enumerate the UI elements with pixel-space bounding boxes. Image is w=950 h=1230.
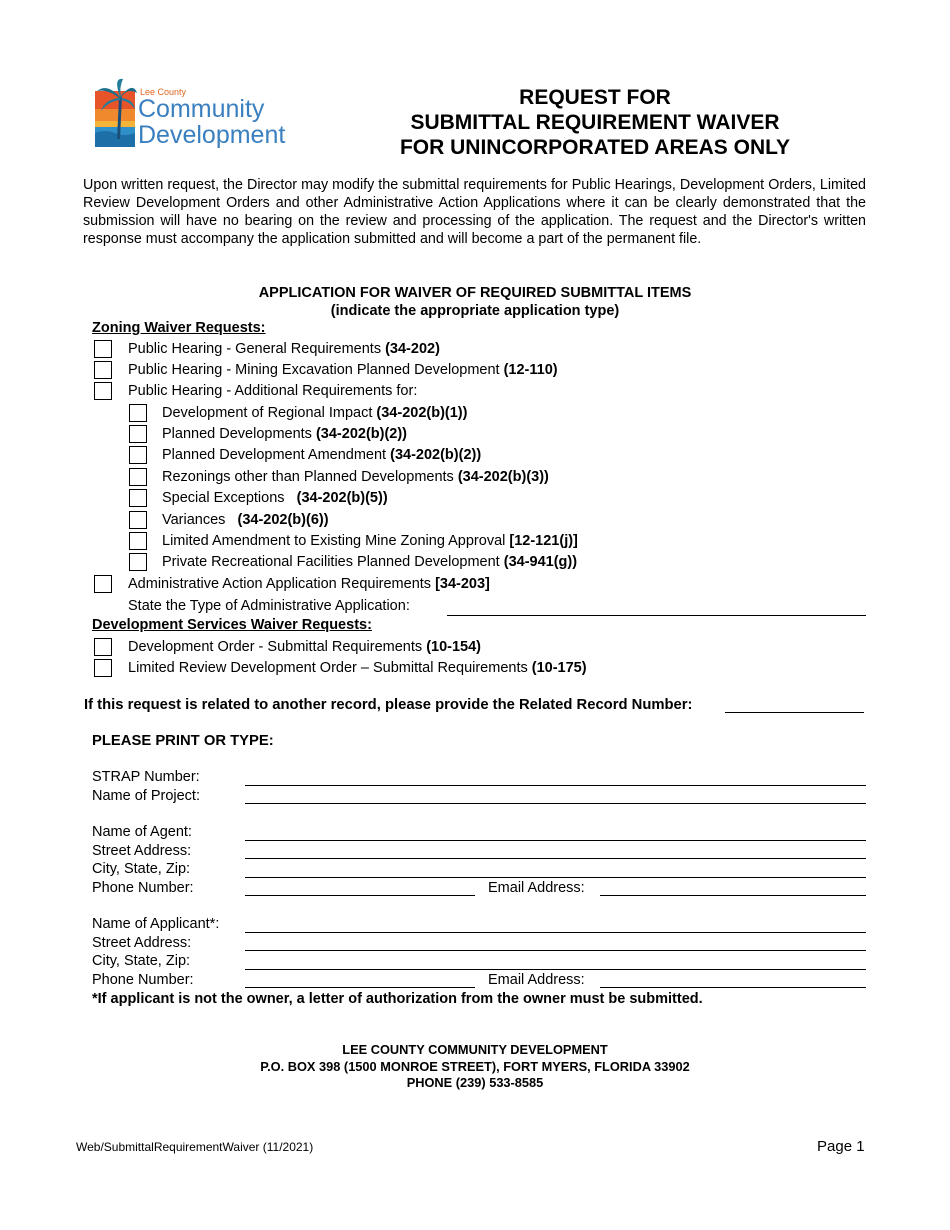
footer-line-2: P.O. BOX 398 (1500 MONROE STREET), FORT MYERS, FLORIDA 33902	[260, 1058, 690, 1074]
checkbox-administrative-action[interactable]	[94, 575, 112, 593]
item-mine-amendment: Limited Amendment to Existing Mine Zoning Approval [12-121(j)]	[162, 533, 578, 549]
print-heading: PLEASE PRINT OR TYPE:	[92, 733, 274, 749]
project-input[interactable]	[245, 803, 866, 804]
applicant-note: *If applicant is not the owner, a letter of authorization from the owner must be submitted.	[92, 991, 703, 1007]
applicant-city-input[interactable]	[245, 969, 866, 970]
item-rezonings: Rezonings other than Planned Developments (34-202(b)(3))	[162, 469, 549, 485]
item-development-order: Development Order - Submittal Requirements (10-154)	[128, 639, 481, 655]
applicant-phone-input[interactable]	[245, 987, 475, 988]
agent-email-label: Email Address:	[488, 880, 585, 896]
item-limited-review: Limited Review Development Order – Submittal Requirements (10-175)	[128, 660, 587, 676]
page-number: Page 1	[817, 1138, 865, 1155]
application-heading-line: APPLICATION FOR WAIVER OF REQUIRED SUBMITTAL ITEMS	[258, 285, 692, 301]
agent-email-input[interactable]	[600, 895, 866, 896]
agent-phone-label: Phone Number:	[92, 880, 194, 896]
checkbox-regional-impact[interactable]	[129, 404, 147, 422]
admin-type-label: State the Type of Administrative Application:	[128, 598, 410, 614]
palm-tree-logo-icon	[93, 77, 137, 149]
checkbox-private-recreational[interactable]	[129, 553, 147, 571]
intro-paragraph: Upon written request, the Director may modify the submittal requirements for Public Hearings, Development Orders, Limited Review Development Orders and other Administrative Action Applications where it can be clearly demonstrated that the submission will have no bearing on the review and processing of the application. The request and the Director's written response must accompany the application submitted and will become a part of the permanent file.	[83, 177, 866, 247]
agent-street-label: Street Address:	[92, 843, 192, 859]
item-mining-excavation: Public Hearing - Mining Excavation Planned Development (12-110)	[128, 362, 558, 378]
zoning-waiver-heading: Zoning Waiver Requests:	[92, 320, 266, 336]
item-private-recreational: Private Recreational Facilities Planned Development (34-941(g))	[162, 554, 578, 570]
item-general-requirements: Public Hearing - General Requirements (34-202)	[128, 341, 440, 357]
project-label: Name of Project:	[92, 788, 200, 804]
item-planned-developments: Planned Developments (34-202(b)(2))	[162, 426, 408, 442]
footer-line-1: LEE COUNTY COMMUNITY DEVELOPMENT	[342, 1042, 608, 1057]
logo-development-text: Development	[138, 121, 286, 149]
logo-small-text: Lee County	[140, 87, 187, 97]
checkbox-limited-review[interactable]	[94, 659, 112, 677]
agent-street-input[interactable]	[245, 858, 866, 859]
footer-address	[0, 1042, 950, 1092]
applicant-name-label: Name of Applicant*:	[92, 916, 220, 932]
applicant-email-input[interactable]	[600, 987, 866, 988]
strap-input[interactable]	[245, 785, 866, 786]
form-id: Web/SubmittalRequirementWaiver (11/2021)	[76, 1140, 314, 1154]
agent-name-label: Name of Agent:	[92, 824, 192, 840]
applicant-name-input[interactable]	[245, 932, 866, 933]
item-regional-impact: Development of Regional Impact (34-202(b)(1))	[162, 405, 468, 421]
item-pd-amendment: Planned Development Amendment (34-202(b)(2))	[162, 447, 482, 463]
applicant-city-label: City, State, Zip:	[92, 953, 191, 969]
item-variances: Variances (34-202(b)(6))	[162, 512, 329, 528]
checkbox-additional-requirements[interactable]	[94, 382, 112, 400]
checkbox-special-exceptions[interactable]	[129, 489, 147, 507]
agent-name-input[interactable]	[245, 840, 866, 841]
footer-line-3: PHONE (239) 533-8585	[406, 1075, 544, 1090]
dev-services-heading: Development Services Waiver Requests:	[92, 617, 372, 633]
checkbox-rezonings[interactable]	[129, 468, 147, 486]
agent-city-label: City, State, Zip:	[92, 861, 191, 877]
strap-label: STRAP Number:	[92, 769, 200, 785]
checkbox-development-order[interactable]	[94, 638, 112, 656]
related-record-input[interactable]	[725, 712, 864, 713]
applicant-street-label: Street Address:	[92, 935, 192, 951]
title-line-2: SUBMITTAL REQUIREMENT WAIVER	[410, 111, 780, 134]
checkbox-planned-developments[interactable]	[129, 425, 147, 443]
application-subheading: (indicate the appropriate application type)	[330, 303, 620, 319]
title-line-1: REQUEST FOR	[519, 86, 671, 109]
title-line-3: FOR UNINCORPORATED AREAS ONLY	[399, 136, 791, 159]
item-administrative-action: Administrative Action Application Requirements [34-203]	[128, 576, 490, 592]
agent-phone-input[interactable]	[245, 895, 475, 896]
applicant-email-label: Email Address:	[488, 972, 585, 988]
checkbox-variances[interactable]	[129, 511, 147, 529]
checkbox-mining-excavation[interactable]	[94, 361, 112, 379]
applicant-street-input[interactable]	[245, 950, 866, 951]
admin-type-input[interactable]	[447, 615, 866, 616]
logo-community-text: Community	[138, 95, 265, 123]
lee-county-logo	[93, 77, 303, 151]
form-title	[340, 85, 850, 160]
item-special-exceptions: Special Exceptions (34-202(b)(5))	[162, 490, 388, 506]
agent-city-input[interactable]	[245, 877, 866, 878]
application-heading	[0, 284, 950, 320]
checkbox-mine-amendment[interactable]	[129, 532, 147, 550]
checkbox-general-requirements[interactable]	[94, 340, 112, 358]
checkbox-pd-amendment[interactable]	[129, 446, 147, 464]
item-additional-requirements: Public Hearing - Additional Requirements for:	[128, 383, 418, 399]
related-record-label: If this request is related to another record, please provide the Related Record Number:	[84, 697, 693, 713]
applicant-phone-label: Phone Number:	[92, 972, 194, 988]
